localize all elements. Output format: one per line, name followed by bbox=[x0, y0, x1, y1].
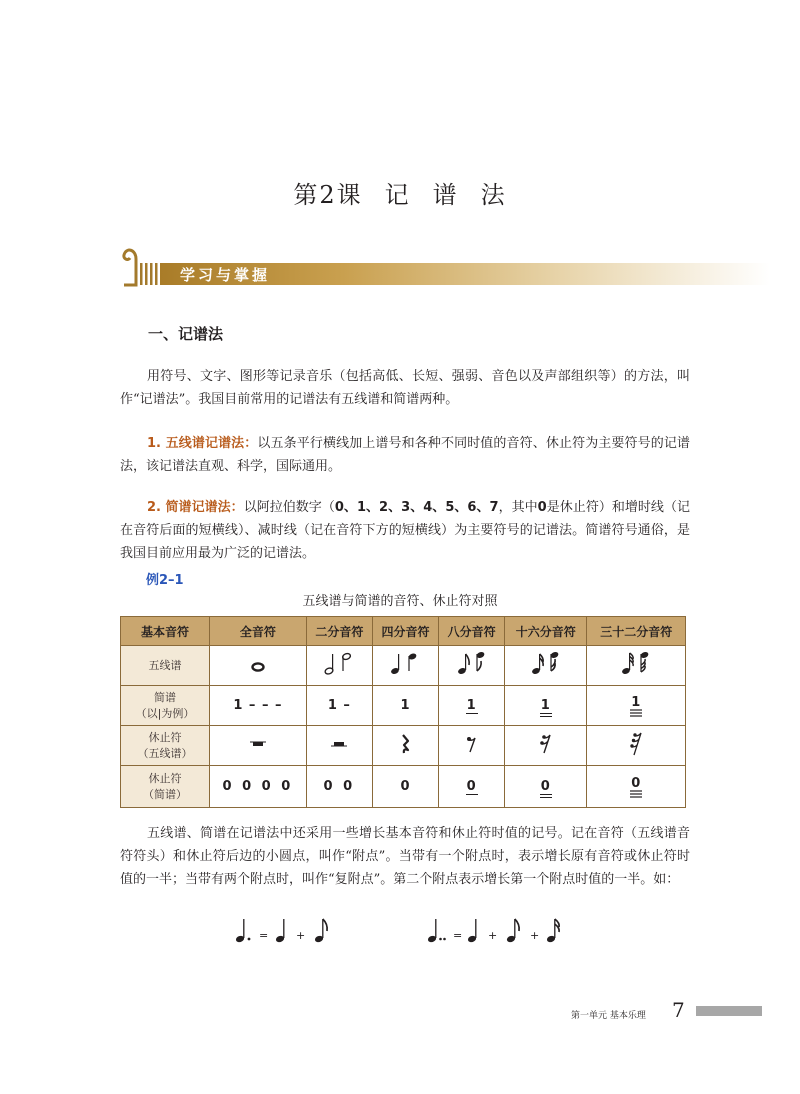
row-label: 五线谱 bbox=[121, 646, 210, 686]
jianpu-half: 1 – bbox=[306, 686, 372, 726]
table-header: 十六分音符 bbox=[505, 617, 587, 646]
lesson-number: 第2课 bbox=[293, 181, 363, 209]
table-header-row bbox=[121, 617, 686, 646]
table-header: 二分音符 bbox=[306, 617, 372, 646]
eighth-note-icon bbox=[439, 646, 505, 686]
jianpu-whole: 1 – – – bbox=[210, 686, 307, 726]
jianpu-digits: 0、1、2、3、4、5、6、7 bbox=[334, 500, 499, 515]
row-label bbox=[121, 686, 210, 726]
section-banner bbox=[120, 245, 770, 287]
footer-bar bbox=[696, 1006, 762, 1016]
quarter-note-icon bbox=[275, 919, 285, 943]
plus-sign: + bbox=[296, 929, 306, 942]
plus-sign: + bbox=[488, 929, 498, 942]
example-label: 例2–1 bbox=[146, 573, 184, 588]
half-rest-icon bbox=[306, 726, 372, 766]
thirty-second-note-icon bbox=[587, 646, 686, 686]
lesson-title-char: 记 bbox=[384, 181, 411, 209]
banner-label: 学习与掌握 bbox=[180, 266, 271, 284]
jianpu-zero: 0 bbox=[537, 500, 547, 515]
table-caption: 五线谱与简谱的音符、休止符对照 bbox=[302, 594, 498, 609]
eighth-rest-icon bbox=[439, 726, 505, 766]
double-dotted-note-equation bbox=[424, 914, 574, 946]
equals-sign: = bbox=[453, 929, 463, 942]
half-note-icon bbox=[306, 646, 372, 686]
table-header: 全音符 bbox=[210, 617, 307, 646]
row-label bbox=[121, 726, 210, 766]
row-label-line: 简谱 bbox=[154, 690, 176, 704]
eighth-note-icon bbox=[314, 919, 327, 943]
eighth-note-icon bbox=[506, 919, 519, 943]
row-label-line: 休止符 bbox=[148, 730, 182, 744]
jianpu-rest-quarter: 0 bbox=[372, 766, 438, 808]
sixteenth-note-icon bbox=[546, 919, 559, 943]
jianpu-sixteenth: 1 bbox=[505, 686, 587, 726]
jianpu-body-b: ，其中 bbox=[498, 500, 538, 515]
table-header: 八分音符 bbox=[439, 617, 505, 646]
jianpu-quarter: 1 bbox=[372, 686, 438, 726]
table-row bbox=[121, 646, 686, 686]
staff-notation-paragraph bbox=[120, 432, 690, 478]
staff-notation-term: 1. 五线谱记谱法： bbox=[147, 436, 258, 451]
lesson-title-char: 谱 bbox=[432, 181, 459, 209]
quarter-note-icon bbox=[372, 646, 438, 686]
plus-sign: + bbox=[530, 929, 540, 942]
whole-note-icon bbox=[210, 646, 307, 686]
whole-rest-icon bbox=[210, 726, 307, 766]
jianpu-rest-sixteenth: 0 bbox=[505, 766, 587, 808]
table-row bbox=[121, 766, 686, 808]
intro-paragraph: 用符号、文字、图形等记录音乐（包括高低、长短、强弱、音色以及声部组织等）的方法，叫作“记谱法”。我国目前常用的记谱法有五线谱和简谱两种。 bbox=[120, 369, 690, 407]
row-label bbox=[121, 766, 210, 808]
quarter-note-icon bbox=[467, 919, 477, 943]
quarter-rest-icon bbox=[372, 726, 438, 766]
jianpu-rest-whole: 0 0 0 0 bbox=[210, 766, 307, 808]
dotted-note-paragraph: 五线谱、简谱在记谱法中还采用一些增长基本音符和休止符时值的记号。记在音符（五线谱音符符头）和休止符后边的小圆点，叫作“附点”。当带有一个附点时，表示增长原有音符或休止符时值的一半；当带有两个附点时，叫作“复附点”。第二个附点表示增长第一个附点时值的一半。如： bbox=[120, 826, 690, 887]
page-number: 7 bbox=[672, 998, 685, 1022]
jianpu-body-a: 以阿拉伯数字（ bbox=[243, 500, 335, 515]
thirty-second-rest-icon bbox=[587, 726, 686, 766]
table-header: 基本音符 bbox=[121, 617, 210, 646]
lesson-title-char: 法 bbox=[480, 181, 507, 209]
equals-sign: = bbox=[259, 929, 269, 942]
double-dotted-quarter-note-icon bbox=[427, 919, 446, 943]
table-row bbox=[121, 726, 686, 766]
jianpu-term: 2. 简谱记谱法： bbox=[147, 500, 244, 515]
section-heading: 一、记谱法 bbox=[148, 325, 224, 343]
footer-unit-label: 第一单元 基本乐理 bbox=[571, 1011, 646, 1021]
jianpu-thirty-second: 1 bbox=[587, 686, 686, 726]
jianpu-body-c: 是休止符）和增时线（记在音符后面的短横线）、减时线（记在音符下方的短横线）为主要符号的记谱法。简谱符号通俗，是我国目前应用最为广泛的记谱法。 bbox=[120, 500, 690, 561]
sixteenth-note-icon bbox=[505, 646, 587, 686]
lesson-title bbox=[0, 175, 800, 210]
jianpu-paragraph bbox=[120, 496, 690, 565]
row-label-line: （五线谱） bbox=[137, 746, 193, 760]
row-label-line: （以|为例） bbox=[135, 706, 195, 720]
staff-notation-body: 以五条平行横线加上谱号和各种不同时值的音符、休止符为主要符号的记谱法，该记谱法直观、科学，国际通用。 bbox=[120, 436, 690, 474]
jianpu-rest-half: 0 0 bbox=[306, 766, 372, 808]
note-comparison-table bbox=[120, 616, 686, 808]
jianpu-rest-thirty-second: 0 bbox=[587, 766, 686, 808]
sixteenth-rest-icon bbox=[505, 726, 587, 766]
dotted-note-equation bbox=[232, 914, 342, 946]
row-label-line: （简谱） bbox=[143, 787, 187, 801]
dotted-quarter-note-icon bbox=[235, 919, 250, 943]
jianpu-eighth: 1 bbox=[439, 686, 505, 726]
table-row bbox=[121, 686, 686, 726]
table-header: 四分音符 bbox=[372, 617, 438, 646]
table-header: 三十二分音符 bbox=[587, 617, 686, 646]
row-label-line: 休止符 bbox=[148, 771, 182, 785]
jianpu-rest-eighth: 0 bbox=[439, 766, 505, 808]
